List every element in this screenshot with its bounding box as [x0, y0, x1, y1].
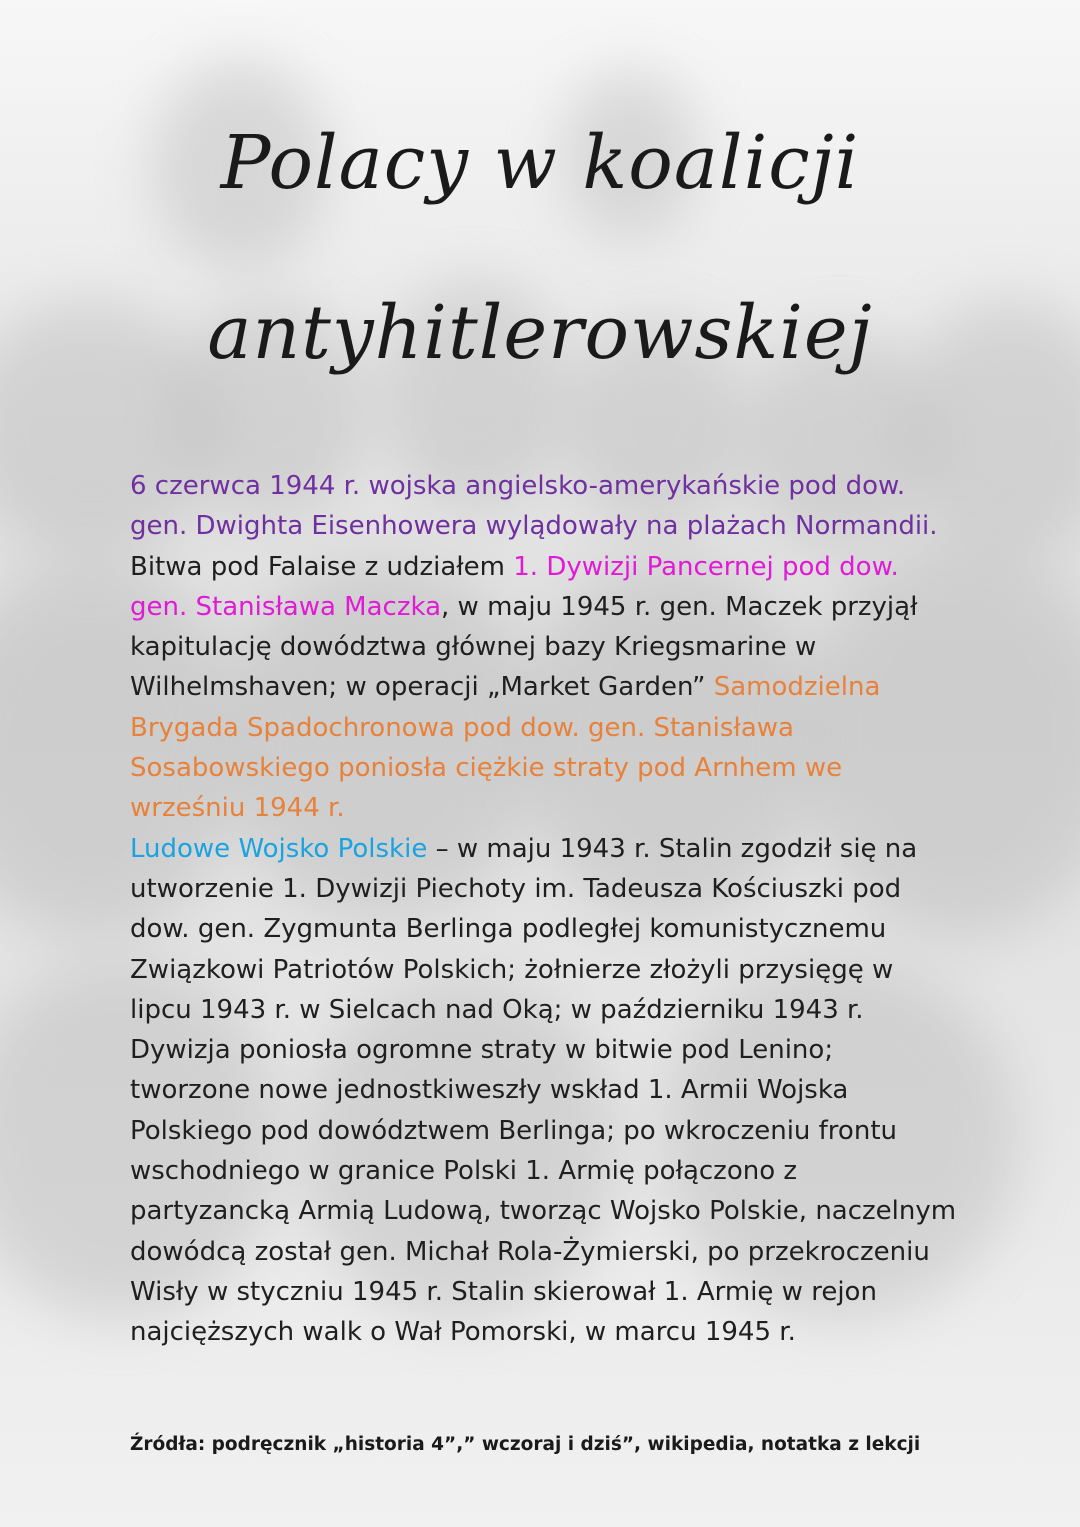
- sources-note: Źródła: podręcznik „historia 4”,” wczoraj i dziś”, wikipedia, notatka z lekcji: [130, 1434, 921, 1455]
- normandy-landing-text: 6 czerwca 1944 r. wojska angielsko-amerykańskie pod dow. gen. Dwighta Eisenhowera wylądowały na plażach Normandii.: [130, 471, 938, 542]
- parachute-brigade-text: Samodzielna Brygada Spadochronowa pod dow. gen. Stanisława Sosabowskiego poniosła ciężkie straty pod Arnhem we wrześniu 1944 r.: [130, 672, 881, 824]
- maczek-text: , w maju 1945 r. gen. Maczek przyjął kapitulację dowództwa głównej bazy Kriegsmarine w Wilhelmshaven; w operacji „Market Garden”: [130, 591, 918, 703]
- title-line-2: antyhitlerowskiej: [207, 290, 873, 376]
- peoples-army-text: – w maju 1943 r. Stalin zgodził się na utworzenie 1. Dywizji Piechoty im. Tadeusza Kościuszki pod dow. gen. Zygmunta Berlinga podległej komunistycznemu Związkowi Patriotów Polskich; żołnierze złożyli przysięgę w lipcu 1943 r. w Sielcach nad Oką; w październiku 1943 r. Dywizja poniosła ogromne straty w bitwie pod Lenino; tworzone nowe jednostkiweszły wskład 1. Armii Wojska Polskiego pod dowództwem Berlinga; po wkroczeniu frontu wschodniego w granice Polski 1. Armię połączono z partyzancką Armią Ludową, tworząc Wojsko Polskie, naczelnym dowódcą został gen. Michał Rola-Żymierski, po przekroczeniu Wisły w styczniu 1945 r. Stalin skierował 1. Armię w rejon najcięższych walk o Wał Pomorski, w marcu 1945 r.: [130, 833, 957, 1348]
- peoples-army-term: Ludowe Wojsko Polskie: [130, 833, 428, 864]
- body-paragraph: [130, 466, 960, 1353]
- page-title: [140, 78, 940, 418]
- armoured-division-text: 1. Dywizji Pancernej pod dow. gen. Stanisława Maczka: [130, 551, 899, 622]
- title-line-1: Polacy w koalicji: [220, 120, 860, 206]
- falaise-text: Bitwa pod Falaise z udziałem: [130, 551, 514, 582]
